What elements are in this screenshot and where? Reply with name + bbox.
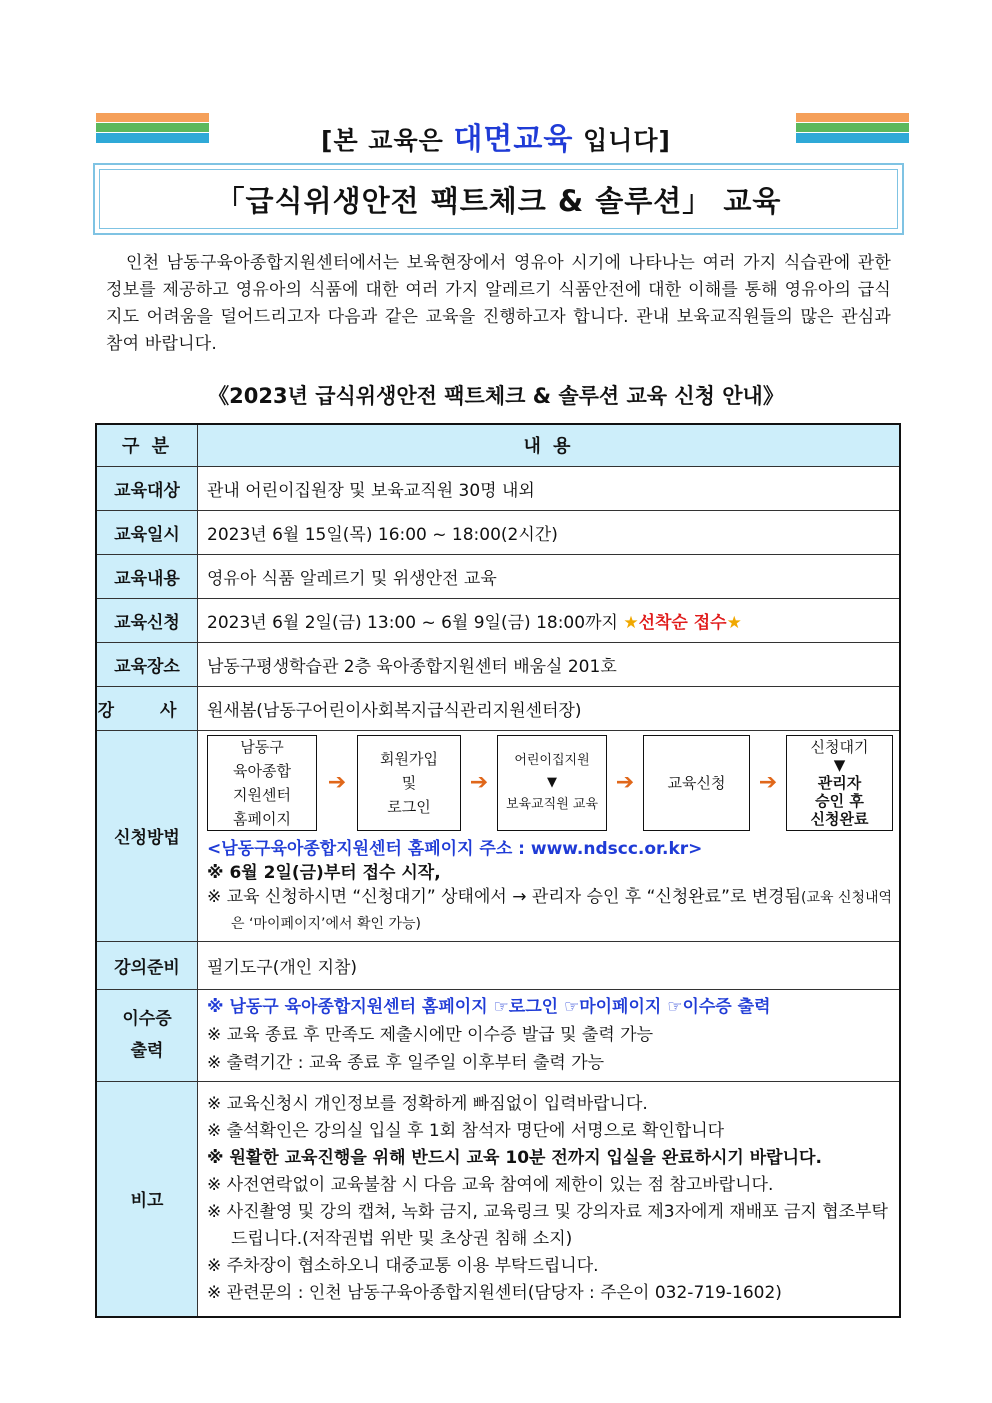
apply-period: 2023년 6월 2일(금) 13:00 ~ 6월 9일(금) 18:00까지 xyxy=(207,612,624,633)
remark-item: ※ 사전연락없이 교육불참 시 다음 교육 참여에 제한이 있는 점 참고바랍니다. xyxy=(207,1174,774,1195)
table-row xyxy=(96,598,900,642)
row-value-method xyxy=(198,730,901,941)
banner-prefix: [본 교육은 xyxy=(321,126,454,155)
arrow-right-icon: ➔ xyxy=(758,770,778,795)
table-header-row xyxy=(96,424,900,466)
flow-step-approval: 신청대기 ▼ 관리자 승인 후 신청완료 xyxy=(786,735,893,831)
header-col-content: 내 용 xyxy=(198,424,901,466)
star-icon: ★ xyxy=(623,612,639,633)
table-row xyxy=(96,510,900,554)
row-label-method: 신청방법 xyxy=(96,730,198,941)
flow-step-homepage: 남동구 육아종합 지원센터 홈페이지 xyxy=(207,735,317,831)
row-label-prep: 강의준비 xyxy=(96,941,198,989)
row-value-lecturer: 원새봄(남동구어린이사회복지급식관리지원센터장) xyxy=(198,686,901,730)
row-label-cert: 이수증 출력 xyxy=(96,989,198,1081)
row-value-date: 2023년 6월 15일(목) 16:00 ~ 18:00(2시간) xyxy=(198,510,901,554)
table-row xyxy=(96,642,900,686)
table-row xyxy=(96,686,900,730)
header-col-category: 구 분 xyxy=(96,424,198,466)
table-row xyxy=(96,941,900,989)
row-label-apply: 교육신청 xyxy=(96,598,198,642)
row-label-target: 교육대상 xyxy=(96,466,198,510)
remark-item: ※ 원활한 교육진행을 위해 반드시 교육 10분 전까지 입실을 완료하시기 바랍니다. xyxy=(207,1147,822,1168)
section-subtitle: 《2023년 급식위생안전 팩트체크 & 솔루션 교육 신청 안내》 xyxy=(208,384,784,408)
cert-line-1: ※ 남동구 육아종합지원센터 홈페이지 ☞로그인 ☞마이페이지 ☞이수증 출력 xyxy=(207,997,771,1017)
flow-step-apply: 교육신청 xyxy=(643,735,750,831)
homepage-url-line: <남동구육아종합지원센터 홈페이지 주소 : www.ndscc.or.kr> xyxy=(207,838,703,859)
row-label-date: 교육일시 xyxy=(96,510,198,554)
page-title: 「급식위생안전 팩트체크 & 솔루션」 교육 xyxy=(99,169,898,229)
flow-step-daycare-support: 어린이집지원 ▼ 보육교직원 교육 xyxy=(497,735,607,831)
flow-step-login: 회원가입 및 로그인 xyxy=(357,735,461,831)
row-value-place: 남동구평생학습관 2층 육아종합지원센터 배움실 201호 xyxy=(198,642,901,686)
arrow-right-icon: ➔ xyxy=(469,770,489,795)
row-value-apply xyxy=(198,598,901,642)
application-flow xyxy=(207,735,893,831)
remark-item: ※ 사진촬영 및 강의 캡쳐, 녹화 금지, 교육링크 및 강의자료 제3자에게 재배포 금지 협조부탁드립니다.(저작권법 위반 및 초상권 침해 소지) xyxy=(207,1201,888,1249)
table-row xyxy=(96,466,900,510)
intro-paragraph: 인천 남동구육아종합지원센터에서는 보육현장에서 영유아 시기에 나타나는 여러 가지 식습관에 관한 정보를 제공하고 영유아의 식품에 대한 여러 가지 알레르기 식품안전에 대한 이해를 통해 영유아의 급식지도 어려움을 덜어드리고자 다음과 같은 교육을 진행하고자 합니다. 관내 보육교직원들의 많은 관심과 참여 바랍니다. xyxy=(106,253,891,354)
table-row xyxy=(96,1081,900,1317)
remark-item: ※ 관련문의 : 인천 남동구육아종합지원센터(담당자 : 주은이 032-719-1602) xyxy=(207,1282,782,1303)
remark-item: ※ 주차장이 협소하오니 대중교통 이용 부탁드립니다. xyxy=(207,1255,599,1276)
star-icon: ★ xyxy=(726,612,742,633)
banner xyxy=(0,114,992,158)
arrow-right-icon: ➔ xyxy=(327,770,347,795)
remark-item: ※ 교육신청시 개인정보를 정확하게 빠짐없이 입력바랍니다. xyxy=(207,1093,648,1114)
row-label-lecturer: 강 사 xyxy=(96,686,198,730)
row-value-target: 관내 어린이집원장 및 보육교직원 30명 내외 xyxy=(198,466,901,510)
row-value-remarks xyxy=(198,1081,901,1317)
row-value-prep: 필기도구(개인 지참) xyxy=(198,941,901,989)
table-row xyxy=(96,989,900,1081)
method-note-2: ※ 교육 신청하시면 “신청대기” 상태에서 → 관리자 승인 후 “신청완료”로 변경됨(교육 신청내역은 ‘마이페이지’에서 확인 가능) xyxy=(207,886,893,932)
table-row xyxy=(96,554,900,598)
title-box xyxy=(93,163,904,235)
row-label-content: 교육내용 xyxy=(96,554,198,598)
banner-suffix: 입니다] xyxy=(573,126,671,155)
info-table xyxy=(95,423,901,1318)
remark-item: ※ 출석확인은 강의실 입실 후 1회 참석자 명단에 서명으로 확인합니다 xyxy=(207,1120,725,1141)
cert-line-2: ※ 교육 종료 후 만족도 제출시에만 이수증 발급 및 출력 가능 xyxy=(207,1025,653,1045)
cert-line-3: ※ 출력기간 : 교육 종료 후 일주일 이후부터 출력 가능 xyxy=(207,1053,605,1073)
row-label-place: 교육장소 xyxy=(96,642,198,686)
row-value-content: 영유아 식품 알레르기 및 위생안전 교육 xyxy=(198,554,901,598)
method-note-1: ※ 6월 2일(금)부터 접수 시작, xyxy=(207,862,441,883)
row-value-cert xyxy=(198,989,901,1081)
apply-highlight: 선착순 접수 xyxy=(638,612,727,633)
banner-highlight: 대면교육 xyxy=(453,122,574,157)
row-label-remarks: 비고 xyxy=(96,1081,198,1317)
arrow-right-icon: ➔ xyxy=(615,770,635,795)
table-row xyxy=(96,730,900,941)
